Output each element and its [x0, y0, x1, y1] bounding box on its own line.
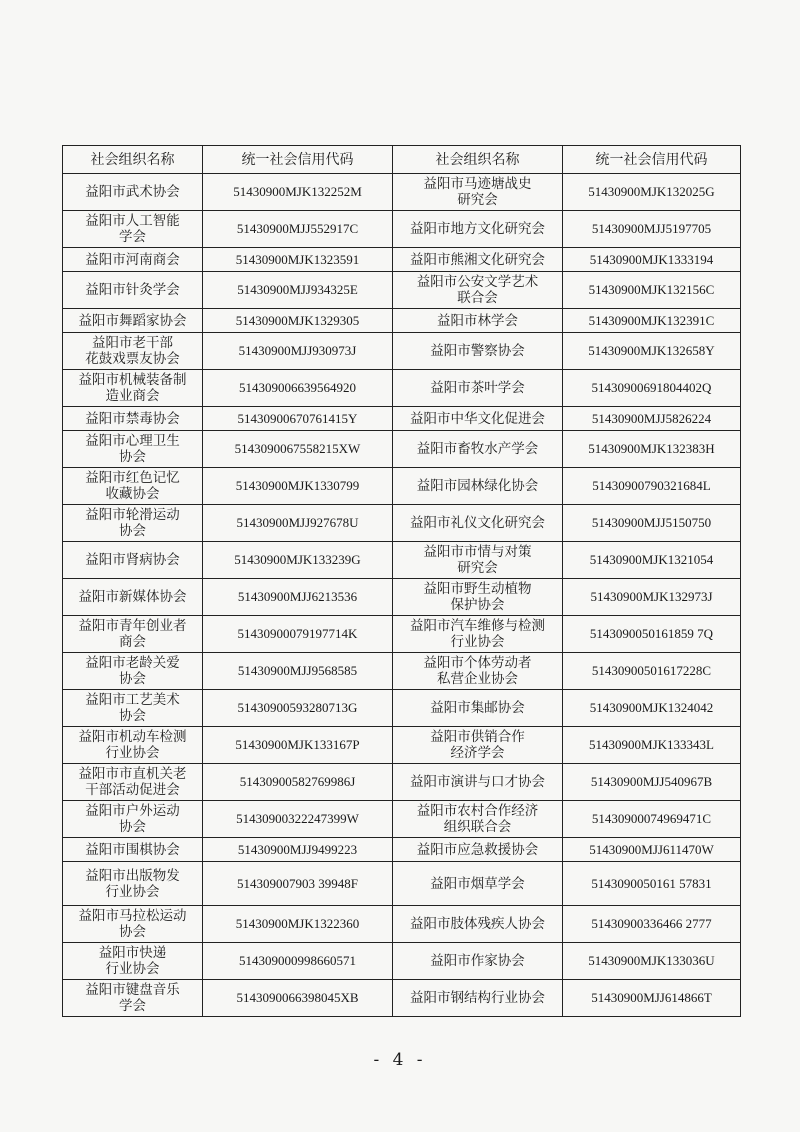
org-name-line: 益阳市河南商会 [85, 251, 180, 268]
org-name-line: 益阳市中华文化促进会 [410, 410, 545, 427]
credit-code-cell: 514309000998660571 [203, 943, 393, 980]
org-name-cell [393, 370, 563, 407]
org-name-line: 益阳市集邮协会 [430, 700, 525, 716]
page-number: - 4 - [373, 1050, 427, 1070]
org-name-line: 益阳市快递 [98, 945, 167, 961]
org-name-line: 私营企业协会 [437, 671, 518, 687]
table-row [63, 862, 741, 906]
credit-code-cell: 51430900074969471C [563, 801, 741, 838]
credit-code-cell: 51430900MJJ540967B [563, 764, 741, 801]
table-row [63, 653, 741, 690]
org-name-line: 益阳市人工智能 [85, 213, 180, 229]
org-name-line: 益阳市心理卫生 [85, 433, 180, 449]
table-row [63, 248, 741, 272]
table-row [63, 174, 741, 211]
org-name-line: 益阳市工艺美术 [85, 692, 180, 708]
org-name-line: 益阳市茶叶学会 [430, 380, 525, 396]
org-name-cell [393, 468, 563, 505]
table-row [63, 309, 741, 333]
credit-code-cell: 51430900MJK132383H [563, 431, 741, 468]
table-row [63, 333, 741, 370]
org-name-line: 益阳市青年创业者 [78, 618, 187, 634]
org-name-line: 研究会 [457, 192, 498, 208]
org-name-cell [63, 727, 203, 764]
org-name-cell [393, 764, 563, 801]
table-row [63, 211, 741, 248]
credit-code-cell: 51430900501617228C [563, 653, 741, 690]
org-name-line: 商会 [119, 634, 146, 650]
org-name-line: 益阳市针灸学会 [85, 282, 180, 298]
org-name-line: 益阳市熊湘文化研究会 [410, 251, 545, 268]
org-name-cell [393, 980, 563, 1017]
credit-code-cell: 51430900MJK1329305 [203, 309, 393, 333]
org-name-cell [63, 542, 203, 579]
org-name-cell [63, 211, 203, 248]
credit-code-cell: 514309006639564920 [203, 370, 393, 407]
org-name-cell [63, 616, 203, 653]
org-name-line: 学会 [119, 998, 146, 1014]
org-name-line: 益阳市野生动植物 [423, 581, 532, 597]
org-name-cell [63, 906, 203, 943]
table-row [63, 838, 741, 862]
org-name-line: 益阳市应急救援协会 [416, 841, 539, 858]
org-name-cell [63, 690, 203, 727]
org-name-cell [63, 579, 203, 616]
org-name-line: 行业协会 [450, 634, 505, 650]
credit-code-cell: 5143090066398045XB [203, 980, 393, 1017]
credit-code-cell: 51430900322247399W [203, 801, 393, 838]
credit-code-cell: 51430900MJJ930973J [203, 333, 393, 370]
credit-code-cell: 51430900MJK1322360 [203, 906, 393, 943]
org-name-line: 益阳市演讲与口才协会 [410, 774, 545, 790]
header-org-name-1: 社会组织名称 [63, 146, 203, 174]
org-name-cell [63, 272, 203, 309]
table-row [63, 980, 741, 1017]
org-name-line: 益阳市地方文化研究会 [410, 221, 545, 237]
org-name-line: 益阳市机动车检测 [78, 729, 187, 745]
org-name-cell [63, 764, 203, 801]
org-name-line: 益阳市林学会 [437, 312, 518, 329]
org-name-line: 收藏协会 [105, 486, 160, 502]
org-name-cell [63, 370, 203, 407]
org-name-cell [393, 431, 563, 468]
header-credit-code-1: 统一社会信用代码 [203, 146, 393, 174]
org-name-line: 造业商会 [105, 388, 160, 404]
credit-code-cell: 51430900MJJ934325E [203, 272, 393, 309]
credit-code-cell: 51430900MJJ9499223 [203, 838, 393, 862]
org-name-cell [393, 174, 563, 211]
org-name-cell [63, 980, 203, 1017]
org-name-line: 益阳市农村合作经济 [416, 803, 539, 819]
org-name-line: 益阳市机械装备制 [78, 372, 187, 388]
org-name-line: 协会 [119, 523, 146, 539]
org-name-line: 益阳市市情与对策 [423, 544, 532, 560]
table-row [63, 727, 741, 764]
org-name-cell [393, 248, 563, 272]
table-row [63, 943, 741, 980]
org-name-line: 干部活动促进会 [85, 782, 180, 798]
credit-code-cell: 51430900MJK132025G [563, 174, 741, 211]
org-name-line: 益阳市烟草学会 [430, 875, 525, 892]
org-name-line: 益阳市红色记忆 [85, 470, 180, 486]
org-name-cell [63, 174, 203, 211]
org-name-line: 益阳市舞蹈家协会 [78, 312, 187, 329]
org-name-line: 益阳市供销合作 [430, 729, 525, 745]
org-name-cell [63, 309, 203, 333]
org-name-cell [63, 801, 203, 838]
credit-code-cell: 51430900MJK133036U [563, 943, 741, 980]
table-row [63, 505, 741, 542]
org-name-cell [393, 690, 563, 727]
credit-code-cell: 51430900MJK1333194 [563, 248, 741, 272]
org-name-line: 益阳市钢结构行业协会 [410, 990, 545, 1006]
org-name-line: 益阳市汽车维修与检测 [410, 618, 545, 634]
table-row [63, 801, 741, 838]
org-name-cell [63, 505, 203, 542]
org-name-line: 益阳市个体劳动者 [423, 655, 532, 671]
org-name-cell [63, 838, 203, 862]
org-name-cell [393, 943, 563, 980]
org-name-line: 花鼓戏票友协会 [85, 351, 180, 367]
credit-code-cell: 51430900MJK133343L [563, 727, 741, 764]
org-name-line: 保护协会 [450, 597, 505, 613]
org-name-cell [393, 838, 563, 862]
credit-code-cell: 51430900MJJ5197705 [563, 211, 741, 248]
credit-code-cell: 51430900MJJ611470W [563, 838, 741, 862]
org-name-cell [393, 801, 563, 838]
org-name-line: 益阳市武术协会 [85, 184, 180, 200]
org-name-line: 益阳市畜牧水产学会 [416, 441, 539, 457]
credit-code-cell: 51430900593280713G [203, 690, 393, 727]
org-name-cell [63, 333, 203, 370]
table-row [63, 272, 741, 309]
credit-code-cell: 51430900MJK1330799 [203, 468, 393, 505]
credit-code-cell: 51430900MJK1324042 [563, 690, 741, 727]
org-name-cell [63, 468, 203, 505]
org-name-line: 益阳市户外运动 [85, 803, 180, 819]
org-name-line: 经济学会 [450, 745, 505, 761]
org-name-cell [63, 653, 203, 690]
credit-code-cell: 51430900MJK132252M [203, 174, 393, 211]
org-name-cell [63, 943, 203, 980]
table-row [63, 468, 741, 505]
credit-code-cell: 51430900MJK132391C [563, 309, 741, 333]
org-name-cell [393, 862, 563, 906]
table-row [63, 579, 741, 616]
org-name-line: 益阳市马迹塘战史 [423, 176, 532, 192]
org-name-cell [63, 248, 203, 272]
table-row [63, 616, 741, 653]
table-body [63, 174, 741, 1017]
credit-code-cell: 51430900790321684L [563, 468, 741, 505]
table-row [63, 542, 741, 579]
org-name-line: 益阳市肢体残疾人协会 [410, 916, 545, 932]
org-name-line: 学会 [119, 229, 146, 245]
credit-code-cell: 51430900691804402Q [563, 370, 741, 407]
credit-code-cell: 5143090067558215XW [203, 431, 393, 468]
org-name-line: 益阳市园林绿化协会 [416, 478, 539, 494]
org-name-line: 协会 [119, 449, 146, 465]
header-credit-code-2: 统一社会信用代码 [563, 146, 741, 174]
org-name-cell [393, 272, 563, 309]
org-name-line: 益阳市警察协会 [430, 343, 525, 359]
header-org-name-2: 社会组织名称 [393, 146, 563, 174]
table-row [63, 370, 741, 407]
org-name-cell [393, 309, 563, 333]
org-name-cell [393, 579, 563, 616]
org-name-line: 联合会 [457, 290, 498, 306]
table-row [63, 431, 741, 468]
credit-code-cell: 51430900MJK133239G [203, 542, 393, 579]
org-name-line: 协会 [119, 924, 146, 940]
org-name-cell [393, 505, 563, 542]
credit-code-cell: 514309007903 39948F [203, 862, 393, 906]
credit-code-cell: 51430900MJK133167P [203, 727, 393, 764]
org-name-cell [393, 333, 563, 370]
org-name-cell [63, 431, 203, 468]
org-name-line: 益阳市市直机关老 [78, 766, 187, 782]
table-header-row [63, 146, 741, 174]
org-name-cell [63, 407, 203, 431]
org-name-line: 益阳市老干部 [92, 335, 173, 351]
org-name-line: 益阳市轮滑运动 [85, 507, 180, 523]
org-name-cell [393, 727, 563, 764]
org-name-cell [393, 616, 563, 653]
org-name-line: 行业协会 [105, 961, 160, 977]
credit-code-cell: 51430900079197714K [203, 616, 393, 653]
credit-code-cell: 51430900MJK132973J [563, 579, 741, 616]
credit-code-cell: 51430900MJJ5150750 [563, 505, 741, 542]
credit-code-cell: 51430900336466 2777 [563, 906, 741, 943]
credit-code-cell: 51430900MJK132658Y [563, 333, 741, 370]
credit-code-cell: 51430900MJJ614866T [563, 980, 741, 1017]
org-name-line: 行业协会 [105, 883, 160, 900]
org-name-line: 益阳市公安文学艺术 [416, 274, 539, 290]
social-organization-table [62, 145, 741, 1017]
org-name-line: 益阳市马拉松运动 [78, 908, 187, 924]
credit-code-cell: 51430900670761415Y [203, 407, 393, 431]
credit-code-cell: 51430900MJK1323591 [203, 248, 393, 272]
credit-code-cell: 51430900MJK132156C [563, 272, 741, 309]
org-name-line: 组织联合会 [443, 819, 512, 835]
org-name-line: 益阳市禁毒协会 [85, 410, 180, 427]
credit-code-cell: 51430900MJJ552917C [203, 211, 393, 248]
org-name-line: 益阳市出版物发 [85, 867, 180, 884]
credit-code-cell: 51430900MJJ9568585 [203, 653, 393, 690]
org-name-line: 益阳市肾病协会 [85, 552, 180, 568]
org-name-cell [393, 542, 563, 579]
org-name-line: 研究会 [457, 560, 498, 576]
org-name-cell [393, 211, 563, 248]
credit-code-cell: 5143090050161859 7Q [563, 616, 741, 653]
org-name-cell [393, 407, 563, 431]
org-name-cell [63, 862, 203, 906]
org-name-line: 益阳市礼仪文化研究会 [410, 515, 545, 531]
table-row [63, 906, 741, 943]
credit-code-cell: 5143090050161 57831 [563, 862, 741, 906]
table-row [63, 407, 741, 431]
org-name-line: 协会 [119, 819, 146, 835]
table-row [63, 690, 741, 727]
org-name-line: 益阳市围棋协会 [85, 841, 180, 858]
org-name-line: 协会 [119, 708, 146, 724]
org-name-line: 益阳市老龄关爱 [85, 655, 180, 671]
credit-code-cell: 51430900MJJ5826224 [563, 407, 741, 431]
org-name-line: 益阳市键盘音乐 [85, 982, 180, 998]
org-name-cell [393, 653, 563, 690]
credit-code-cell: 51430900MJJ6213536 [203, 579, 393, 616]
org-name-line: 协会 [119, 671, 146, 687]
org-name-line: 益阳市作家协会 [430, 953, 525, 969]
credit-code-cell: 51430900MJJ927678U [203, 505, 393, 542]
org-name-line: 行业协会 [105, 745, 160, 761]
credit-code-cell: 51430900582769986J [203, 764, 393, 801]
org-name-line: 益阳市新媒体协会 [78, 589, 187, 605]
table-row [63, 764, 741, 801]
credit-code-cell: 51430900MJK1321054 [563, 542, 741, 579]
org-name-cell [393, 906, 563, 943]
